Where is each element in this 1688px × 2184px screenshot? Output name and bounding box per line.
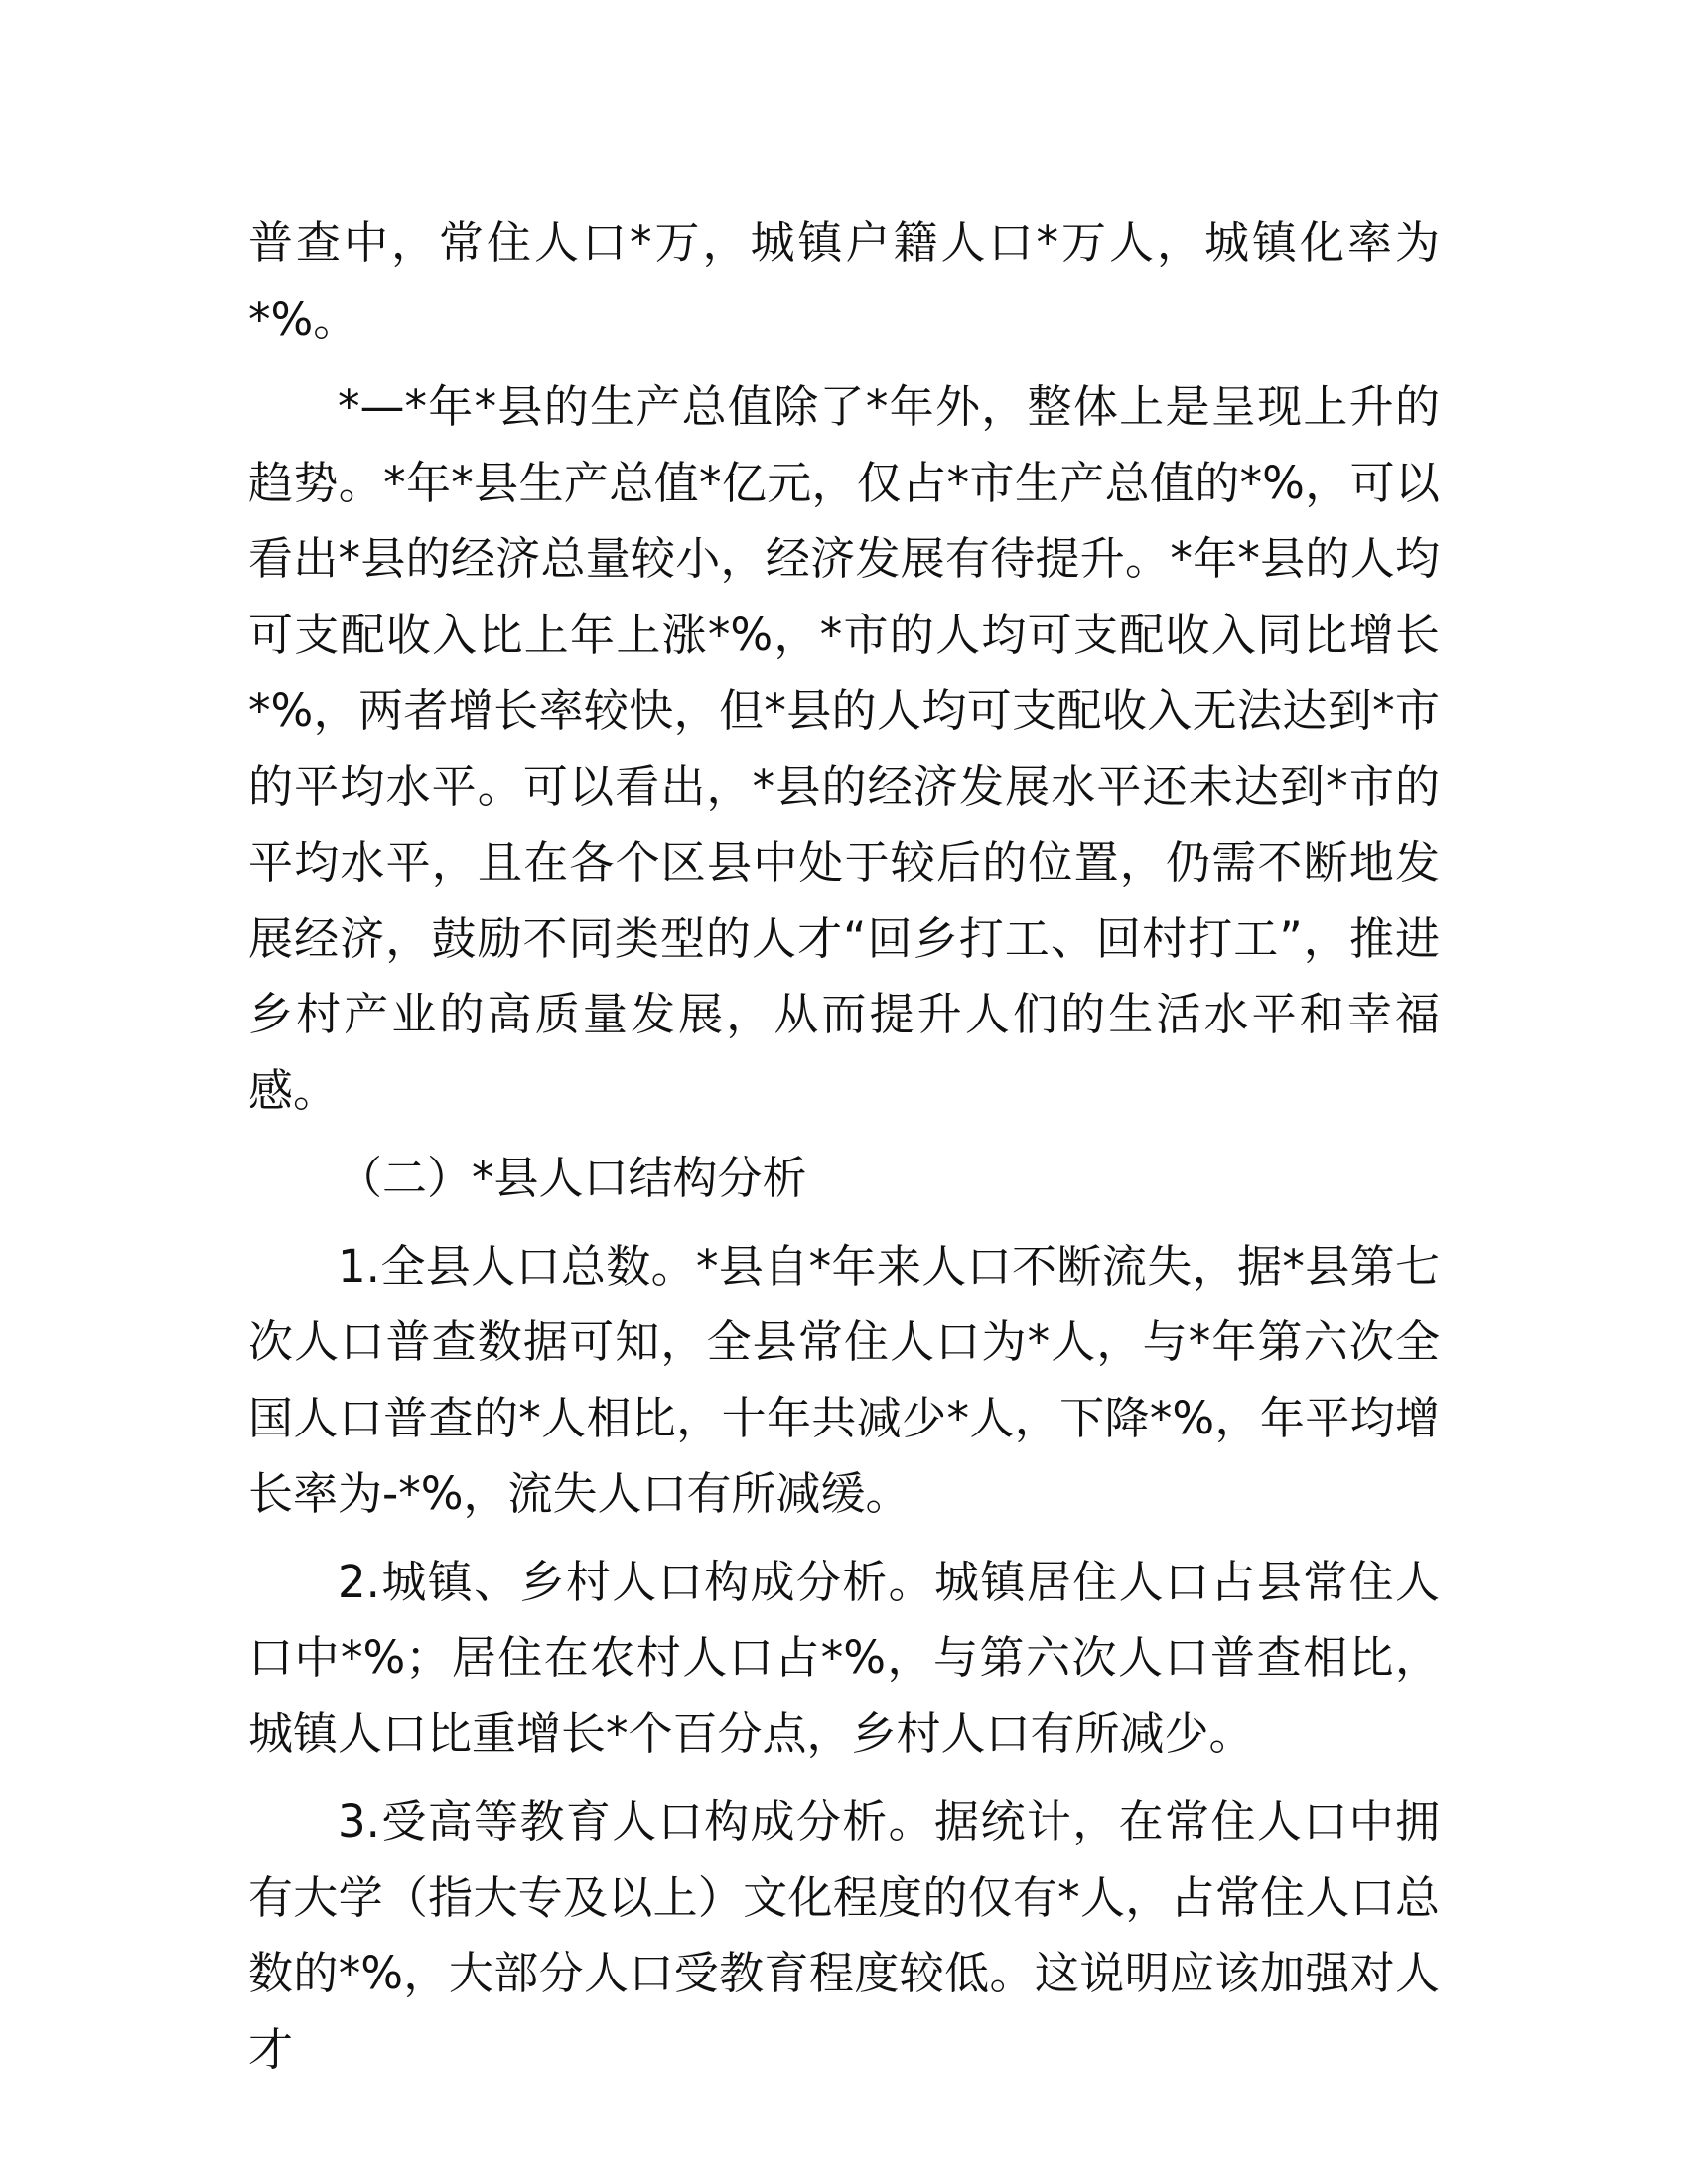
section-heading: （二）*县人口结构分析	[338, 1152, 807, 1204]
paragraph-education: 3.受高等教育人口构成分析。据统计，在常住人口中拥有大学（指大专及以上）文化程度的仅有*人，占常住人口总数的*%，大部分人口受教育程度较低。这说明应该加强对人才	[248, 1795, 1440, 2076]
document-body	[248, 205, 1440, 2088]
paragraph-urban-rural: 2.城镇、乡村人口构成分析。城镇居住人口占县常住人口中*%；居住在农村人口占*%，与第六次人口普查相比，城镇人口比重增长*个百分点，乡村人口有所减少。	[248, 1555, 1440, 1760]
paragraph-economy: *—*年*县的生产总值除了*年外，整体上是呈现上升的趋势。*年*县生产总值*亿元，仅占*市生产总值的*%，可以看出*县的经济总量较小，经济发展有待提升。*年*县的人均可支配收入比上年上涨*%，*市的人均可支配收入同比增长*%，两者增长率较快，但*县的人均可支配收入无法达到*市的平均水平。可以看出，*县的经济发展水平还未达到*市的平均水平，且在各个区县中处于较后的位置，仍需不断地发展经济，鼓励不同类型的人才“回乡打工、回村打工”，推进乡村产业的高质量发展，从而提升人们的生活水平和幸福感。	[248, 380, 1440, 1117]
paragraph-population-total: 1.全县人口总数。*县自*年来人口不断流失，据*县第七次人口普查数据可知，全县常住人口为*人，与*年第六次全国人口普查的*人相比，十年共减少*人，下降*%，年平均增长率为-*%，流失人口有所减缓。	[248, 1239, 1440, 1520]
paragraph-continuation: 普查中，常住人口*万，城镇户籍人口*万人，城镇化率为*%。	[248, 216, 1440, 345]
